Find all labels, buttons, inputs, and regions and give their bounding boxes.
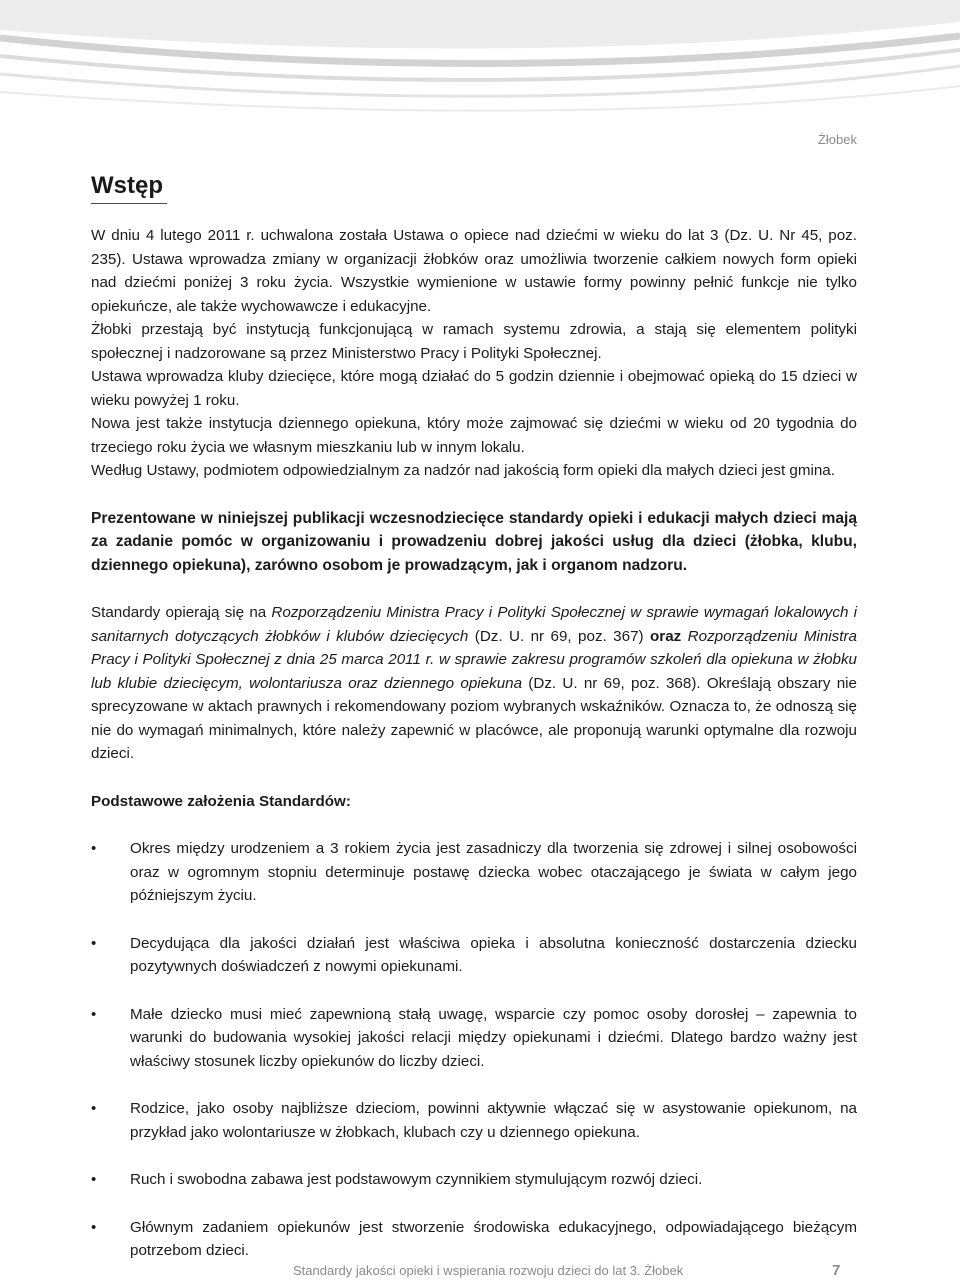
principles-heading: Podstawowe założenia Standardów: [91, 792, 351, 810]
footer-text: Standardy jakości opieki i wspierania rozwoju dzieci do lat 3. Żłobek [293, 1263, 684, 1278]
intro-paragraph: Nowa jest także instytucja dziennego opiekuna, który może zajmować się dziećmi w wieku od 20 tygodnia do trzeciego roku życia we własnym mieszkaniu lub w innym lokalu. [91, 415, 857, 456]
list-item-text: Decydująca dla jakości działań jest właściwa opieka i absolutna konieczność dostarczenia dziecku pozytywnych doświadczeń z nowymi opiekunami. [130, 934, 857, 975]
intro-paragraph: W dniu 4 lutego 2011 r. uchwalona została Ustawa o opiece nad dziećmi w wieku do lat 3 (Dz. U. Nr 45, poz. 235). Ustawa wprowadza zmiany w organizacji żłobków oraz umożliwia tworzenie całkiem nowych form opieki nad dziećmi poniżej 3 roku życia. Wszystkie wymienione w ustawie formy powinny pełnić funkcje nie tylko opiekuńcze, ale także wychowawcze i edukacyjne. [91, 227, 857, 315]
page-title: Wstęp [91, 172, 167, 204]
section-label: Żłobek [817, 132, 857, 147]
bullet-icon: • [91, 934, 97, 952]
list-item [91, 1216, 857, 1263]
list-item [91, 1003, 857, 1074]
standards-text: (Dz. U. nr 69, poz. 368). Określają obszary nie sprecyzowane w aktach prawnych i rekomendowany poziom wybranych wskaźników. Oznacza to, że odnoszą się nie do wymagań minimalnych, które należy zapewnić w placówce, ale proponują warunki optymalne dla rozwoju dzieci. [91, 674, 857, 762]
standards-conjunction: oraz [650, 627, 682, 645]
list-item-text: Rodzice, jako osoby najbliższe dzieciom, powinni aktywnie włączać się w asystowanie opiekunom, na przykład jako wolontariusze w żłobkach, klubach czy u dziennego opiekuna. [130, 1100, 857, 1141]
bullet-icon: • [91, 1005, 97, 1023]
header-wave-decoration [0, 0, 960, 130]
list-item [91, 932, 857, 979]
list-item-text: Małe dziecko musi mieć zapewnioną stałą uwagę, wsparcie czy pomoc osoby dorosłej – zapewnia to warunki do budowania wysokiej jakości relacji między opiekunami i dziećmi. Dlatego bardzo ważny jest właściwy stosunek liczby opiekunów do liczby dzieci. [130, 1005, 857, 1070]
intro-paragraph: Żłobki przestają być instytucją funkcjonującą w ramach systemu zdrowia, a stają się elementem polityki społecznej i nadzorowane są przez Ministerstwo Pracy i Polityki Społecznej. [91, 321, 857, 362]
intro-paragraph: Według Ustawy, podmiotem odpowiedzialnym za nadzór nad jakością form opieki dla małych dzieci jest gmina. [91, 462, 835, 479]
list-item-text: Okres między urodzeniem a 3 rokiem życia jest zasadniczy dla tworzenia się zdrowej i silnej osobowości oraz w ogromnym stopniu determinuje postawę dziecka wobec otaczającego je świata w całym jego późniejszym życiu. [130, 840, 857, 904]
list-item [91, 837, 857, 908]
main-content [91, 224, 857, 1287]
list-item-text: Ruch i swobodna zabawa jest podstawowym czynnikiem stymulującym rozwój dzieci. [130, 1171, 703, 1188]
standards-regulation-title: Rozporządzeniu Ministra Pracy i Polityki Społecznej w sprawie wymagań lokalowych i sanitarnych dotyczących żłobków i klubów dziecięcych [91, 604, 857, 645]
intro-paragraph: Ustawa wprowadza kluby dziecięce, które mogą działać do 5 godzin dziennie i obejmować opieką do 15 dzieci w wieku powyżej 1 roku. [91, 368, 857, 409]
bullet-icon: • [91, 1100, 97, 1117]
standards-regulation-title: Rozporządzeniu Ministra Pracy i Polityki Społecznej z dnia 25 marca 2011 r. w sprawie zakresu programów szkoleń dla opiekuna w żłobku lub klubie dziecięcym, wolontariusza oraz dziennego opiekuna [91, 627, 857, 692]
standards-text: (Dz. U. nr 69, poz. 367) [468, 627, 650, 645]
list-item [91, 1168, 857, 1192]
list-item [91, 1097, 857, 1144]
bold-summary-paragraph: Prezentowane w niniejszej publikacji wczesnodziecięce standardy opieki i edukacji małych dzieci mają za zadanie pomóc w organizowaniu i prowadzeniu dobrej jakości usług dla dzieci (żłobka, klubu, dziennego opiekuna), zarówno osobom je prowadzącym, jak i organom nadzoru. [91, 509, 857, 574]
bullet-icon: • [91, 1218, 97, 1236]
principles-list [91, 837, 857, 1263]
standards-paragraph [91, 601, 857, 766]
bullet-icon: • [91, 1171, 97, 1188]
intro-section [91, 224, 857, 483]
standards-text: Standardy opierają się na [91, 604, 272, 621]
bullet-icon: • [91, 840, 97, 857]
list-item-text: Głównym zadaniem opiekunów jest stworzenie środowiska edukacyjnego, odpowiadającego bieżącym potrzebom dzieci. [130, 1218, 857, 1259]
page-number: 7 [832, 1262, 841, 1279]
